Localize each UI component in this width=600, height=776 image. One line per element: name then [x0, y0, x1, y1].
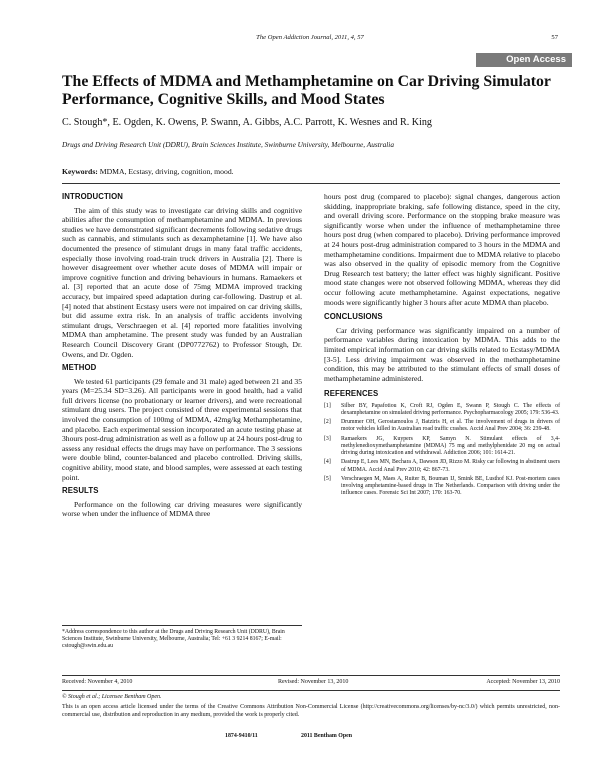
- copyright-line: © Stough et al.; Licensee Bentham Open.: [62, 694, 162, 700]
- reference-item: [324, 403, 560, 417]
- reference-text: Ramaekers JG, Kuypers KP, Samyn N. Stimulant effects of 3,4-methylenedioxymethamphetamine (MDMA) 75 mg and methylphenidate 20 mg on actual driving during intoxication and withdrawal. Addiction 2006; 101: 1614-21.: [341, 435, 560, 457]
- introduction-heading: INTRODUCTION: [62, 192, 123, 201]
- reference-text: Dastrup E, Lees MN, Bechara A, Dawson JD, Rizzo M. Risky car following in abstinent users of MDMA. Accid Anal Prev 2010; 42: 867-73.: [341, 459, 560, 473]
- reference-number: [3]: [324, 435, 331, 442]
- affiliation: Drugs and Driving Research Unit (DDRU), Brain Sciences Institute, Swinburne University, Melbourne, Australia: [62, 140, 394, 149]
- right-column: [324, 192, 560, 499]
- dates-divider-top: [62, 675, 560, 676]
- conclusions-text: Car driving performance was significantly impaired on a number of performance variables during intoxication by MDMA. This adds to the limited empirical information on car driving skills related to Ecstasy/MDMA [3-5]. Less driving impairment was observed in the methamphetamine condition, this may be attributed to the stimulant effects of small doses of methamphetamine administered.: [324, 325, 560, 383]
- correspondence-footnote: *Address correspondence to this author at the Drugs and Driving Research Unit (DDRU), Brain Sciences Institute, Swinburne University, Melbourne, Australia; Tel: +61 3 9214 8167; E-mail: cstough@swin.edu.au: [62, 629, 285, 650]
- references-heading: REFERENCES: [324, 389, 379, 399]
- license-text: This is an open access article licensed under the terms of the Creative Commons Attribution Non-Commercial License (http://creativecommons.org/licenses/by-nc/3.0/) which permits unrestricted, non-commercial use, distribution and reproduction in any medium, provided the work is properly cited.: [62, 704, 560, 718]
- article-title: The Effects of MDMA and Methamphetamine on Car Driving Simulator Performance, Cognitive Skills, and Mood States: [62, 73, 551, 108]
- reference-item: [324, 436, 560, 458]
- reference-number: [5]: [324, 475, 331, 482]
- method-heading: METHOD: [62, 363, 97, 373]
- reference-text: Drummer OH, Gerostamoulos J, Batziris H, et al. The involvement of drugs in drivers of motor vehicles killed in Australian road traffic crashes. Accid Anal Prev 2004; 36: 239-48.: [341, 419, 560, 433]
- accepted-date: Accepted: November 13, 2010: [486, 679, 560, 685]
- reference-list: [324, 403, 560, 497]
- reference-number: [4]: [324, 459, 331, 466]
- footnote-divider: [62, 625, 302, 626]
- title-divider: [62, 183, 560, 184]
- reference-text: Silber BY, Papafotiou K, Croft RJ, Ogden E, Swann P, Stough C. The effects of dexamphetamine on simulated driving performance. Psychopharmacology 2005; 179: 536-43.: [341, 402, 560, 417]
- publisher-line: 2011 Bentham Open: [301, 733, 353, 739]
- journal-citation: The Open Addiction Journal, 2011, 4, 57: [256, 34, 364, 41]
- dates-divider-bottom: [62, 690, 560, 691]
- method-text: We tested 61 participants (29 female and 31 male) aged between 21 and 35 years (M=25.34 SD=3.26). All participants were in good health, had a valid full drivers license (no probationary or learner drivers), and were recreational stimulant drug users. The project consisted of three experimental sessions that involved the consumption of 100mg of MDMA, 42mg/kg Methamphetamine, and placebo. Each experimental session incorporated an acute testing phase at 3hours post-drug administration as well as a follow up at 24 hours post-drug to assess any residual effects the drugs may have on performance. The 3 sessions were double blind, counter-balanced and placebo controlled. Driving skills, cognitive ability, mood state, and blood samples, were assessed at each testing point.: [62, 376, 302, 482]
- received-date: Received: November 4, 2010: [62, 679, 133, 685]
- conclusions-heading: CONCLUSIONS: [324, 312, 383, 322]
- issn: 1874-9410/11: [225, 733, 258, 739]
- reference-text: Verschraegen M, Maes A, Ruiter B, Bouman IJ, Smink BE, Lusthof KJ. Post-mortem cases involving amphetamine-based drugs in The Netherlands. Comparison with driving under the influence cases. Forensic Sci Int 2007; 170: 163-70.: [341, 475, 560, 497]
- keywords-label: Keywords:: [62, 167, 98, 176]
- reference-item: [324, 476, 560, 498]
- dates-row: [62, 679, 560, 687]
- reference-number: [2]: [324, 419, 331, 426]
- results-text-left: Performance on the following car driving measures were significantly worse when under the influence of MDMA three: [62, 499, 302, 519]
- results-text-right: hours post drug (compared to placebo): signal changes, dangerous action skidding, inappropriate braking, safe following distance, speed in the city, and overall driving score. Performance on the stopping brake measure was significantly worse when under the influence of methamphetamine three hours post drug (when compared to placebo). Driving performance improved at 24 hours post-drug administration compared to 3 hours in the MDMA and methamphetamine conditions. Impairment due to MDMA relative to placebo was also observed in the quality of episodic memory from the Cognitive Drug Research test battery; the latter effect was highly significant. Positive mood state changes were not observed following MDMA, whereas they did occur following acute methamphetamine. Against expectations, negative moods were significantly higher 3 hours after acute MDMA than placebo.: [324, 192, 560, 307]
- revised-date: Revised: November 13, 2010: [278, 679, 349, 685]
- author-list: C. Stough*, E. Ogden, K. Owens, P. Swann, A. Gibbs, A.C. Parrott, K. Wesnes and R. King: [62, 117, 432, 128]
- open-access-badge: Open Access: [476, 53, 572, 67]
- reference-item: [324, 459, 560, 473]
- results-heading: RESULTS: [62, 486, 99, 496]
- keywords: [62, 167, 562, 176]
- page-number: 57: [551, 34, 558, 41]
- reference-number: [1]: [324, 402, 331, 409]
- left-column: [62, 192, 302, 519]
- introduction-text: The aim of this study was to investigate car driving skills and cognitive abilities after the consumption of methamphetamine and MDMA. In previous studies we have demonstrated significant decrements following sedative drugs such as cannabis, and stimulants such as dexamphetamine [1]. We have also documented the presence of stimulant drugs in many fatal traffic accidents, especially those involving road-train truck drivers in Australia [2]. There is however disagreement over whether acute doses of MDMA will impair or improve cognitive function and driving behaviours in humans. Ramaekers et al. [3] reported that an acute dose of 75mg MDMA improved tracking accuracy, but impaired speed adaptation during car-following. Dastrup et al. [4] noted that abstinent Ecstasy users were not impaired on car driving skills, but did assume extra risk. In an analysis of traffic accidents involving stimulant drugs, Verschraegen et al. [4] reported more fatalities involving MDMA than amphetamine. The present study was funded by an Australian Research Council Discovery Grant (DP0772762) to Professor Stough, Dr. Owens, and Dr. Ogden.: [62, 205, 302, 359]
- keywords-text: MDMA, Ecstasy, driving, cognition, mood.: [97, 167, 234, 176]
- reference-item: [324, 419, 560, 433]
